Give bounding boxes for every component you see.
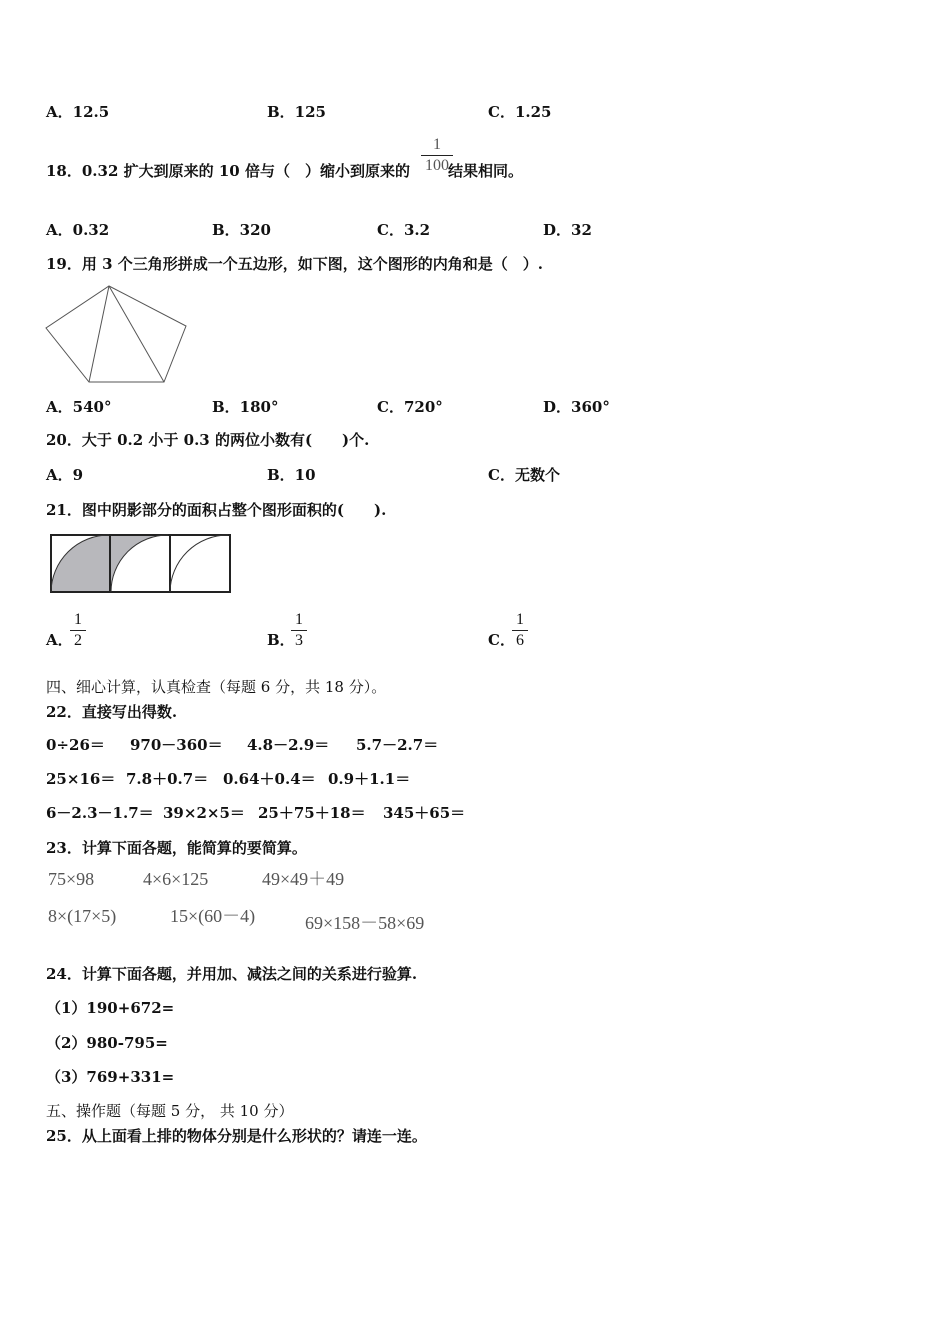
q23-expr-6: 69×158－58×69 [305,913,425,933]
q23-expr-4: 8×(17×5) [48,906,117,926]
q24-text: 24．计算下面各题，并用加、减法之间的关系进行验算. [46,965,418,983]
q21-text: 21．图中阴影部分的面积占整个图形面积的( ). [46,501,387,519]
q22-r3-c4: 345＋65＝ [383,804,466,822]
q18-frac-bar [421,155,453,156]
q22-r3-c3: 25＋75＋18＝ [258,804,366,822]
q21-b-bar [291,630,307,631]
q21-option-c-fraction [512,611,528,650]
q22-r3-c1: 6－2.3－1.7＝ [46,804,154,822]
section-5-title: 五、操作题（每题 5 分， 共 10 分） [46,1102,294,1120]
q24-item-2: （2）980-795= [46,1034,168,1052]
q22-r2-c1: 25×16＝ [46,770,116,788]
q25-text: 25．从上面看上排的物体分别是什么形状的？请连一连。 [46,1127,427,1145]
q18-frac-den: 100 [425,157,449,174]
q19-option-c: C．720° [377,398,443,416]
q18-option-b: B．320 [212,221,271,239]
q21-b-den: 3 [295,632,303,649]
q22-r2-c3: 0.64＋0.4＝ [223,770,316,788]
q19-option-a: A．540° [46,398,112,416]
q22-r3-c2: 39×2×5＝ [163,804,245,822]
q22-r1-c2: 970－360＝ [130,736,223,754]
q21-option-b-fraction [291,611,307,650]
q23-text: 23．计算下面各题，能简算的要简算。 [46,839,307,857]
section-4-title: 四、细心计算，认真检查（每题 6 分，共 18 分）。 [46,678,387,696]
q21-b-num: 1 [295,611,303,628]
q23-expr-3: 49×49＋49 [262,869,345,889]
q21-option-b-label: B． [267,631,295,649]
q23-expr-1: 75×98 [48,869,95,889]
q21-a-bar [70,630,86,631]
q22-r2-c4: 0.9＋1.1＝ [328,770,411,788]
q21-a-den: 2 [74,632,82,649]
q18-option-d: D．32 [543,221,592,239]
q22-r2-c2: 7.8＋0.7＝ [126,770,209,788]
q23-expr-5: 15×(60－4) [170,906,256,926]
q17-option-c: C．1.25 [488,103,552,121]
q21-option-a-label: A． [46,631,73,649]
q21-c-bar [512,630,528,631]
q20-option-c: C．无数个 [488,466,560,484]
q19-option-d: D．360° [543,398,610,416]
q18-text-before: 18．0.32 扩大到原来的 10 倍与（ ）缩小到原来的 [46,162,410,180]
q21-c-den: 6 [516,632,524,649]
q22-r1-c4: 5.7－2.7＝ [356,736,439,754]
q18-option-a: A．0.32 [46,221,110,239]
q21-c-num: 1 [516,611,524,628]
q23-expr-2: 4×6×125 [143,869,209,889]
q22-text: 22．直接写出得数. [46,703,178,721]
shaded-squares-figure [48,532,234,596]
q21-option-a-fraction [70,611,86,650]
q18-fraction [421,136,453,175]
q24-item-1: （1）190+672= [46,999,175,1017]
q18-option-c: C．3.2 [377,221,431,239]
q17-option-b: B．125 [267,103,326,121]
q19-text: 19．用 3 个三角形拼成一个五边形，如下图，这个图形的内角和是（ ）. [46,255,543,273]
q24-item-3: （3）769+331= [46,1068,175,1086]
pentagon-figure [40,280,195,390]
q22-r1-c3: 4.8－2.9＝ [247,736,330,754]
q18-frac-num: 1 [433,136,441,153]
q18-text-after: 结果相同。 [447,162,523,180]
q17-option-a: A．12.5 [46,103,110,121]
q21-a-num: 1 [74,611,82,628]
q20-option-b: B．10 [267,466,316,484]
q20-option-a: A．9 [46,466,84,484]
q22-r1-c1: 0÷26＝ [46,736,105,754]
q19-option-b: B．180° [212,398,279,416]
q20-text: 20．大于 0.2 小于 0.3 的两位小数有( )个. [46,431,370,449]
q21-option-c-label: C． [488,631,515,649]
